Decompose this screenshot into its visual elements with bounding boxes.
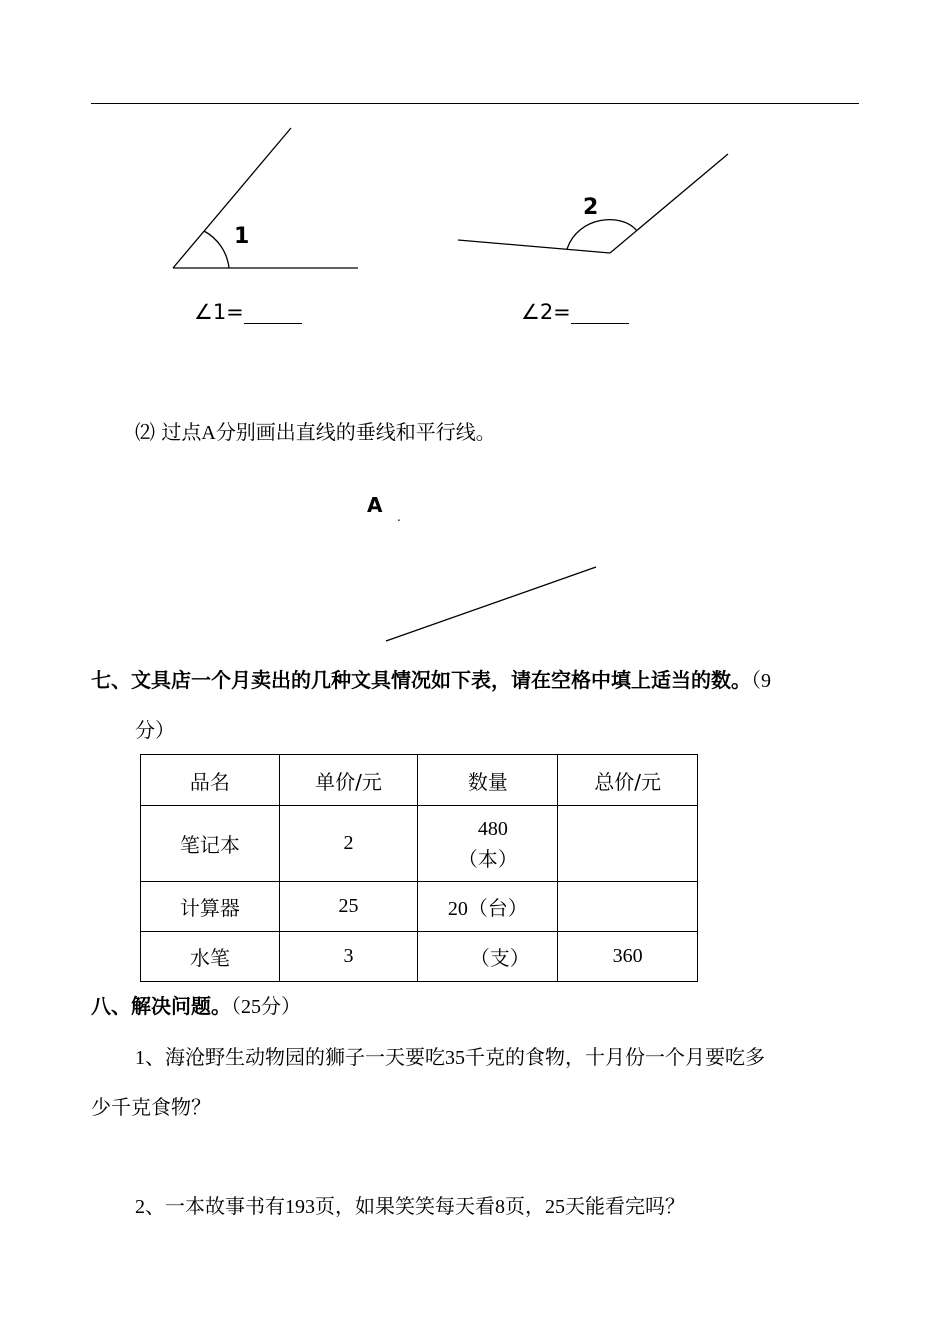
part-2-text-pre: 过点 (161, 420, 202, 444)
section-8-title (91, 994, 301, 1019)
table-row (141, 932, 698, 982)
question-2-text-4: 天能看完吗？ (565, 1194, 685, 1218)
row-3-quantity[interactable] (418, 932, 558, 982)
section-7-title (91, 668, 771, 693)
table-header-row (141, 755, 698, 806)
angle-2-arc (567, 220, 637, 249)
row-2-price: 25 (279, 882, 418, 932)
section-7-score-open: （ (751, 668, 761, 692)
question-2-num-2: 8 (495, 1196, 505, 1218)
question-2-num-1: 193 (285, 1196, 315, 1218)
section-7-score-line2: 分） (135, 718, 175, 742)
question-1-index: 1 (135, 1047, 145, 1069)
angle-2-answer (521, 300, 629, 324)
row-2-name: 计算器 (141, 882, 280, 932)
section-7-score-num: 9 (761, 670, 771, 692)
angle-1-ray-upper (173, 128, 291, 268)
angle-2-ray-left (458, 240, 610, 253)
header-quantity: 数量 (418, 755, 558, 806)
question-2-text-2: 页，如果笑笑每天看 (315, 1194, 495, 1218)
part-2-number: ⑵ (135, 420, 155, 444)
point-a-label: A (367, 493, 383, 517)
row-3-quantity-unit: （支） (469, 946, 530, 970)
point-a-dot: . (397, 510, 401, 524)
angle-1-blank[interactable] (244, 303, 302, 324)
angle-1-label: 1 (234, 224, 250, 249)
row-1-quantity (418, 806, 558, 882)
section-8-score-close: 分） (261, 994, 301, 1018)
row-1-quantity-unit: （本） (457, 846, 518, 871)
question-1-num: 35 (445, 1047, 465, 1069)
table-row (141, 882, 698, 932)
question-2-num-3: 25 (545, 1196, 565, 1218)
given-straight-line (386, 567, 596, 641)
question-1-line-2: 少千克食物？ (91, 1095, 211, 1119)
header-total-price: 总价/元 (558, 755, 698, 806)
angle-2-label: 2 (583, 195, 599, 220)
header-item-name: 品名 (141, 755, 280, 806)
angle-1-arc (204, 231, 229, 268)
row-1-name: 笔记本 (141, 806, 280, 882)
section-8-score-num: 25 (241, 996, 261, 1018)
question-1-line-1 (135, 1045, 765, 1070)
question-2-index: 2 (135, 1196, 145, 1218)
row-2-quantity (418, 882, 558, 932)
part-2-instruction (135, 420, 496, 445)
angle-2-ray-right (610, 154, 728, 253)
question-1-text-a: 、海沧野生动物园的狮子一天要吃 (145, 1045, 445, 1069)
angle-1-prompt: ∠1= (194, 300, 244, 324)
section-8-title-text: 八、解决问题。 (91, 994, 231, 1018)
angle-1-figure (173, 128, 358, 268)
row-1-total[interactable] (558, 806, 698, 882)
row-2-quantity-unit: （台） (467, 896, 528, 920)
row-2-total[interactable] (558, 882, 698, 932)
angle-1-answer (194, 300, 302, 324)
header-unit-price: 单价/元 (279, 755, 418, 806)
angle-2-prompt: ∠2= (521, 300, 571, 324)
table-row (141, 806, 698, 882)
section-7-title-text: 七、文具店一个月卖出的几种文具情况如下表，请在空格中填上适当的数。 (91, 668, 751, 692)
part-2-point-ref: A (201, 422, 216, 444)
question-2-text-3: 页， (505, 1194, 545, 1218)
section-8-score-open: （ (231, 994, 241, 1018)
row-1-quantity-num: 480 (477, 817, 508, 840)
row-2-quantity-num: 20 (447, 898, 468, 920)
question-1-text-b: 千克的食物，十月份一个月要吃多 (465, 1045, 765, 1069)
row-1-price: 2 (279, 806, 418, 882)
row-3-price: 3 (279, 932, 418, 982)
angle-2-blank[interactable] (571, 303, 629, 324)
part-2-text-post: 分别画出直线的垂线和平行线。 (215, 420, 496, 444)
question-2-text-1: 、一本故事书有 (145, 1194, 285, 1218)
question-2 (135, 1194, 685, 1219)
row-3-total: 360 (558, 932, 698, 982)
row-3-name: 水笔 (141, 932, 280, 982)
stationery-table (140, 754, 698, 982)
